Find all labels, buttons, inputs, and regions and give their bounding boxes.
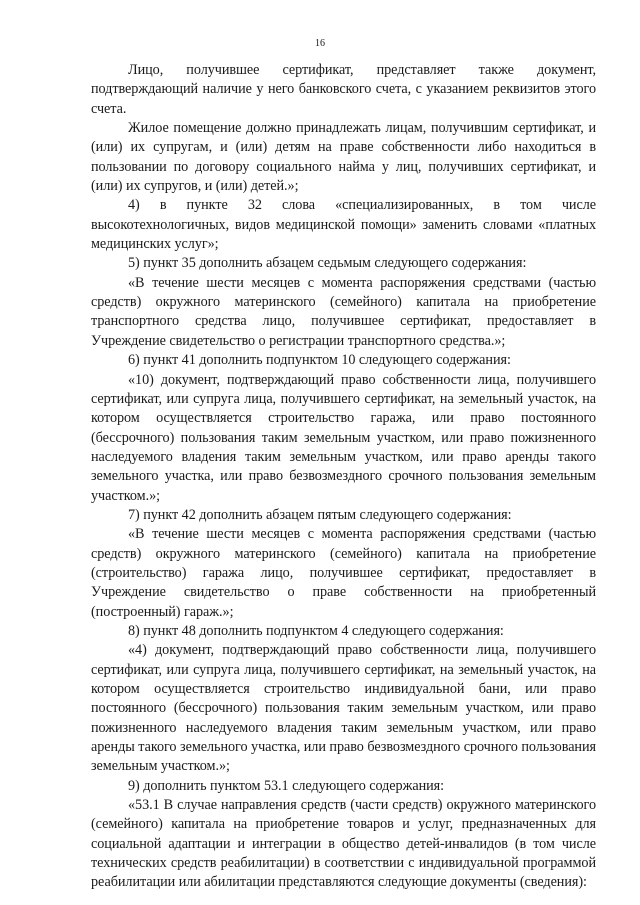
paragraph-8: 7) пункт 42 дополнить абзацем пятым следующего содержания:	[128, 506, 512, 523]
paragraph-12: 9) дополнить пунктом 53.1 следующего содержания:	[128, 777, 445, 794]
paragraph-2: Жилое помещение должно принадлежать лицам, получившим сертификат, и (или) их супругам, и (или) детям на праве собственности либо находиться в пользовании по договору социального найма у лиц, получивших сертификат, и (или) их супругов, и (или) детей.»;	[91, 120, 596, 195]
paragraph-4: 5) пункт 35 дополнить абзацем седьмым следующего содержания:	[128, 255, 527, 272]
paragraph-7: «10) документ, подтверждающий право собственности лица, получившего сертификат, или супруга лица, получившего сертификат, на земельный участок, на котором осуществляется строительство гаража, или право постоянного (бессрочного) пользования таким земельным участком, или право пожизненного наследуемого владения таким земельным участком, или право аренды такого земельного участка, или право безвозмездного срочного пользования земельным участком.»;	[91, 371, 596, 504]
document-body	[91, 61, 596, 893]
paragraph-3: 4) в пункте 32 слова «специализированных, в том числе высокотехнологичных, видов медицинской помощи» заменить словами «платных медицинских услуг»;	[91, 197, 596, 253]
paragraph-10: 8) пункт 48 дополнить подпунктом 4 следующего содержания:	[128, 622, 504, 639]
paragraph-11: «4) документ, подтверждающий право собственности лица, получившего сертификат, или супруга лица, получившего сертификат, на земельный участок, на котором осуществляется строительство индивидуальной бани, или право постоянного (бессрочного) пользования таким земельным участком, или право пожизненного наследуемого владения таким земельным участком, или право аренды такого земельного участка, или право безвозмездного срочного пользования земельным участком.»;	[91, 642, 596, 775]
paragraph-6: 6) пункт 41 дополнить подпунктом 10 следующего содержания:	[128, 352, 511, 369]
paragraph-1: Лицо, получившее сертификат, представляет также документ, подтверждающий наличие у него банковского счета, с указанием реквизитов этого счета.	[91, 62, 596, 117]
paragraph-13: «53.1 В случае направления средств (части средств) окружного материнского (семейного) капитала на приобретение товаров и услуг, предназначенных для социальной адаптации и интеграции в общество детей-инвалидов (в том числе технических средств реабилитации) в соответствии с индивидуальной программой реабилитации или абилитации представляются следующие документы (сведения):	[91, 797, 596, 891]
page-number: 16	[315, 38, 325, 49]
paragraph-9: «В течение шести месяцев с момента распоряжения средствами (частью средств) окружного материнского (семейного) капитала на приобретение (строительство) гаража лицо, получившее сертификат, предоставляет в Учреждение свидетельство о праве собственности на приобретенный (построенный) гараж.»;	[91, 526, 596, 620]
paragraph-5: «В течение шести месяцев с момента распоряжения средствами (частью средств) окружного материнского (семейного) капитала на приобретение транспортного средства лицо, получившее сертификат, предоставляет в Учреждение свидетельство о регистрации транспортного средства.»;	[91, 274, 596, 349]
